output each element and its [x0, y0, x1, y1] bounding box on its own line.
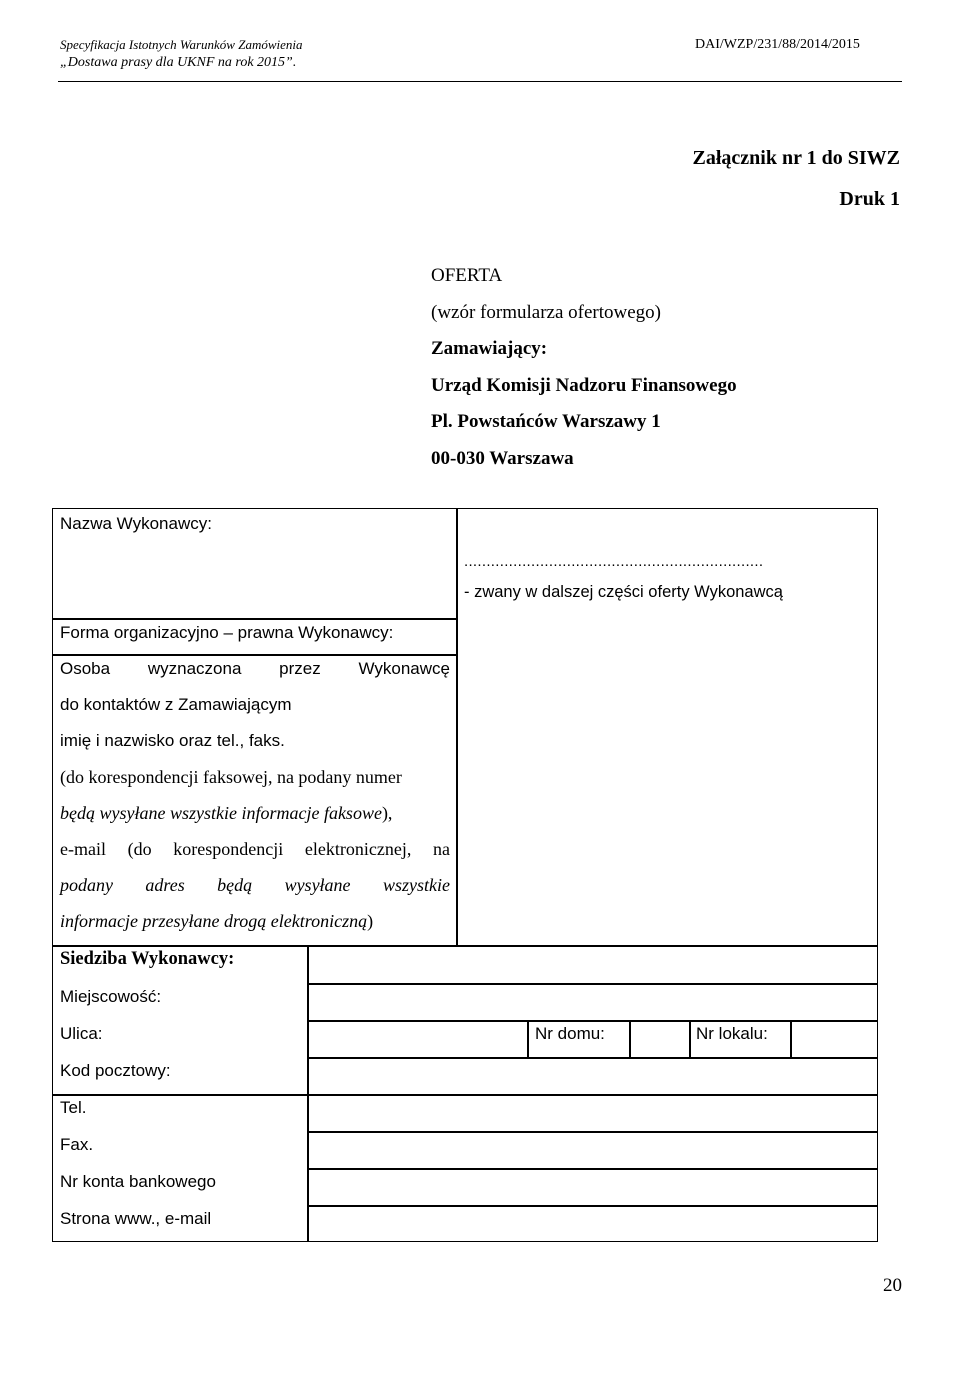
email-word: e-mail — [60, 839, 106, 859]
osoba-line — [60, 659, 450, 679]
osoba-word: Wykonawcę — [358, 659, 450, 678]
email-word: elektronicznej, — [304, 839, 412, 859]
info-line-italic: informacje przesyłane drogą elektroniczną — [60, 911, 368, 931]
table-row-line — [53, 618, 457, 620]
kod-label: Kod pocztowy: — [60, 1061, 171, 1080]
kor-line2-end: ), — [381, 803, 393, 823]
konto-label: Nr konta bankowego — [60, 1172, 216, 1191]
osoba-word: Osoba — [60, 659, 111, 678]
offer-block — [431, 258, 737, 477]
kontakt-line: do kontaktów z Zamawiającym — [60, 695, 292, 714]
table-cell-divider — [629, 1020, 631, 1058]
miejscowosc-label: Miejscowość: — [60, 987, 162, 1006]
org-name: Urząd Komisji Nadzoru Finansowego — [431, 374, 737, 396]
kor-line1: (do korespondencji faksowej, na podany numer — [60, 767, 402, 787]
header-spec-title: Specyfikacja Istotnych Warunków Zamówienia — [60, 37, 303, 52]
podany-word: będą — [217, 875, 253, 895]
siedziba-label: Siedziba Wykonawcy: — [60, 949, 235, 969]
table-row-line — [307, 1057, 877, 1059]
tel-label: Tel. — [60, 1098, 87, 1117]
table-row-line — [307, 1020, 877, 1022]
table-cell-divider — [689, 1020, 691, 1058]
imie-line: imię i nazwisko oraz tel., faks. — [60, 731, 285, 750]
podany-word: wysyłane — [284, 875, 351, 895]
nr-lokalu-label: Nr lokalu: — [696, 1024, 768, 1043]
table-row-line — [53, 654, 457, 656]
email-word: (do — [127, 839, 152, 859]
table-cell-divider — [527, 1020, 529, 1058]
table-divider-upper — [456, 509, 458, 946]
address-city: 00-030 Warszawa — [431, 447, 574, 469]
header-divider — [58, 81, 902, 82]
fax-label: Fax. — [60, 1135, 94, 1154]
druk-label: Druk 1 — [839, 188, 900, 210]
table-row-line — [307, 1168, 877, 1170]
email-line — [60, 839, 450, 860]
page-number: 20 — [883, 1275, 902, 1296]
annex-title: Załącznik nr 1 do SIWZ — [692, 147, 900, 169]
podany-line — [60, 875, 450, 896]
dots-fill: ................................................................... — [464, 553, 764, 570]
kor-line2 — [60, 803, 392, 824]
email-word: na — [432, 839, 450, 859]
contractor-form-table — [52, 508, 878, 1242]
podany-word: adres — [145, 875, 185, 895]
table-cell-divider — [790, 1020, 792, 1058]
osoba-word: wyznaczona — [147, 659, 242, 678]
osoba-word: przez — [279, 659, 321, 678]
zwany-note: - zwany w dalszej części oferty Wykonawcą — [464, 583, 783, 601]
kor-line2-italic: będą wysyłane wszystkie informacje faksowe — [60, 803, 382, 823]
address-street: Pl. Powstańców Warszawy 1 — [431, 411, 661, 432]
table-row-line — [307, 1205, 877, 1207]
offer-subtitle: (wzór formularza ofertowego) — [431, 301, 661, 323]
table-row-line — [53, 1094, 877, 1096]
offer-title: OFERTA — [431, 265, 503, 286]
table-row-line — [307, 983, 877, 985]
table-row-line — [53, 945, 877, 947]
table-row-line — [307, 1131, 877, 1133]
nr-domu-label: Nr domu: — [535, 1024, 605, 1043]
info-line — [60, 911, 373, 932]
podany-word: podany — [60, 875, 113, 895]
podany-word: wszystkie — [382, 875, 450, 895]
header-spec-subject: „Dostawa prasy dla UKNF na rok 2015”. — [60, 55, 297, 70]
ulica-label: Ulica: — [60, 1024, 103, 1043]
info-line-end: ) — [367, 911, 374, 931]
zamawiajacy-label: Zamawiający: — [431, 338, 548, 359]
email-word: korespondencji — [173, 839, 284, 859]
forma-label: Forma organizacyjno – prawna Wykonawcy: — [60, 623, 394, 642]
www-label: Strona www., e-mail — [60, 1209, 212, 1228]
nazwa-label: Nazwa Wykonawcy: — [60, 514, 212, 533]
header-reference: DAI/WZP/231/88/2014/2015 — [695, 37, 860, 52]
